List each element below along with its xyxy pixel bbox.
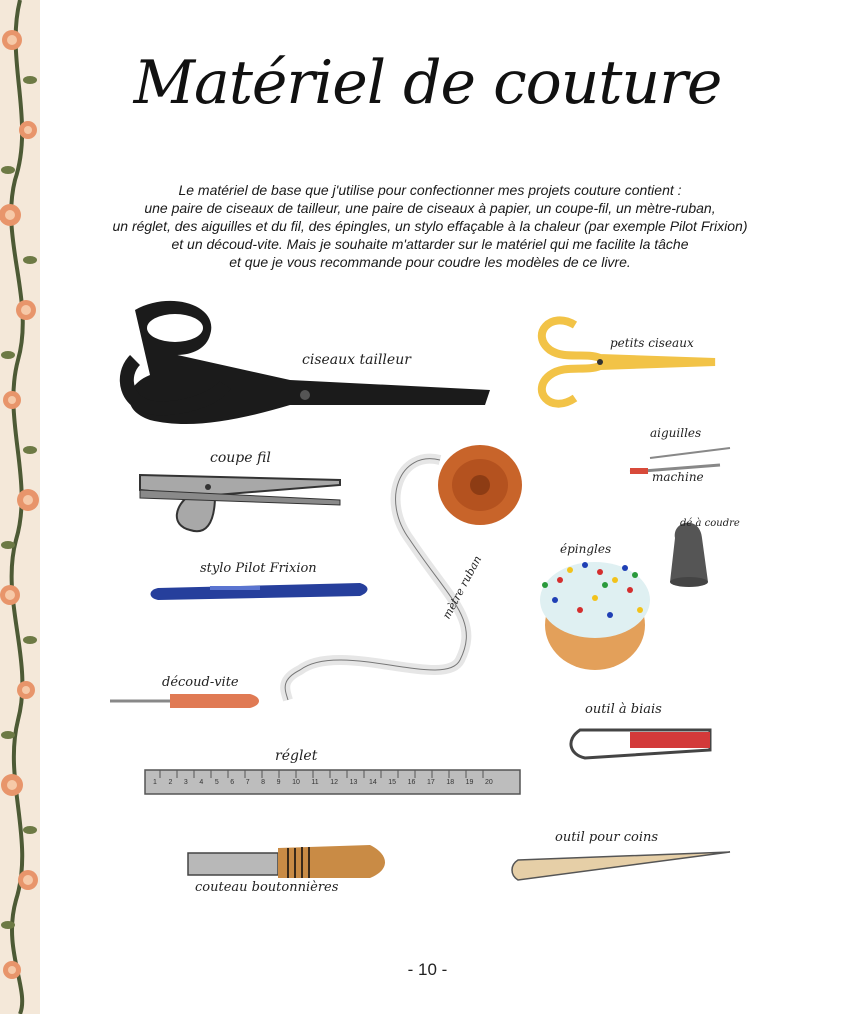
bias-tool-icon bbox=[571, 730, 710, 758]
pin-cushion-icon bbox=[540, 562, 650, 670]
ruler-tick-label: 4 bbox=[199, 779, 204, 786]
ruler-tick-label: 20 bbox=[485, 779, 493, 786]
intro-line: un réglet, des aiguilles et du fil, des épingles, un stylo effaçable à la chaleur (par exemple Pilot Frixion) bbox=[112, 218, 748, 234]
thimble-icon bbox=[670, 523, 708, 587]
intro-line: et un découd-vite. Mais je souhaite m'attarder sur le matériel qui me facilite la tâche bbox=[171, 236, 689, 252]
ruler-tick-label: 9 bbox=[276, 779, 281, 786]
intro-paragraph bbox=[90, 181, 770, 271]
intro-line: une paire de ciseaux de tailleur, une paire de ciseaux à papier, un coupe-fil, un mètre-ruban, bbox=[144, 200, 716, 216]
intro-line: Le matériel de base que j'utilise pour confectionner mes projets couture contient : bbox=[178, 182, 682, 198]
pilot-pen-icon bbox=[151, 583, 368, 600]
label-petits-ciseaux: petits ciseaux bbox=[610, 336, 694, 350]
ruler-tick-label: 2 bbox=[168, 779, 173, 786]
ruler-tick-label: 18 bbox=[446, 779, 455, 786]
label-coupe-fil: coupe fil bbox=[210, 450, 271, 466]
intro-line: et que je vous recommande pour coudre les modèles de ce livre. bbox=[229, 254, 631, 270]
ruler-ticks bbox=[153, 779, 493, 791]
ruler-tick-label: 10 bbox=[292, 779, 300, 786]
label-outil-biais: outil à biais bbox=[585, 702, 662, 717]
ruler-tick-label: 1 bbox=[153, 779, 157, 786]
label-decoud-vite: découd-vite bbox=[162, 675, 239, 690]
label-reglet: réglet bbox=[275, 748, 318, 764]
page-number: - 10 - bbox=[407, 960, 448, 979]
ruler-tick-label: 5 bbox=[214, 779, 219, 786]
seam-ripper-icon bbox=[110, 694, 259, 708]
ruler-tick-label: 14 bbox=[368, 779, 377, 786]
page-title: Matériel de couture bbox=[133, 48, 722, 118]
buttonhole-knife-icon bbox=[188, 845, 385, 878]
label-machine: machine bbox=[652, 470, 704, 484]
ruler-tick-label: 11 bbox=[311, 779, 319, 786]
label-outil-coins: outil pour coins bbox=[555, 830, 659, 845]
ruler-tick-label: 13 bbox=[349, 779, 358, 786]
small-scissors-icon bbox=[542, 320, 715, 403]
ruler-tick-label: 12 bbox=[330, 779, 339, 786]
ruler-tick-label: 8 bbox=[261, 779, 266, 786]
ruler-tick-label: 3 bbox=[183, 779, 188, 786]
label-stylo: stylo Pilot Frixion bbox=[200, 561, 317, 576]
ruler-tick-label: 15 bbox=[388, 779, 397, 786]
label-couteau-boutonnieres: couteau boutonnières bbox=[195, 880, 339, 895]
tools-illustration bbox=[40, 280, 855, 920]
label-ciseaux-tailleur: ciseaux tailleur bbox=[302, 352, 411, 368]
point-turner-icon bbox=[512, 852, 730, 880]
ruler-tick-label: 7 bbox=[245, 779, 250, 786]
ruler-tick-label: 17 bbox=[426, 779, 435, 786]
floral-pattern bbox=[0, 0, 40, 1014]
thread-cutter-icon bbox=[140, 475, 340, 531]
label-metre-ruban: mètre ruban bbox=[440, 553, 485, 622]
label-aiguilles: aiguilles bbox=[650, 426, 702, 440]
ruler-tick-label: 16 bbox=[407, 779, 416, 786]
label-epingles: épingles bbox=[560, 542, 612, 556]
floral-border bbox=[0, 0, 40, 1014]
label-de-a-coudre: dé à coudre bbox=[680, 518, 740, 529]
ruler-tick-label: 6 bbox=[230, 779, 235, 786]
ruler-tick-label: 19 bbox=[465, 779, 474, 786]
